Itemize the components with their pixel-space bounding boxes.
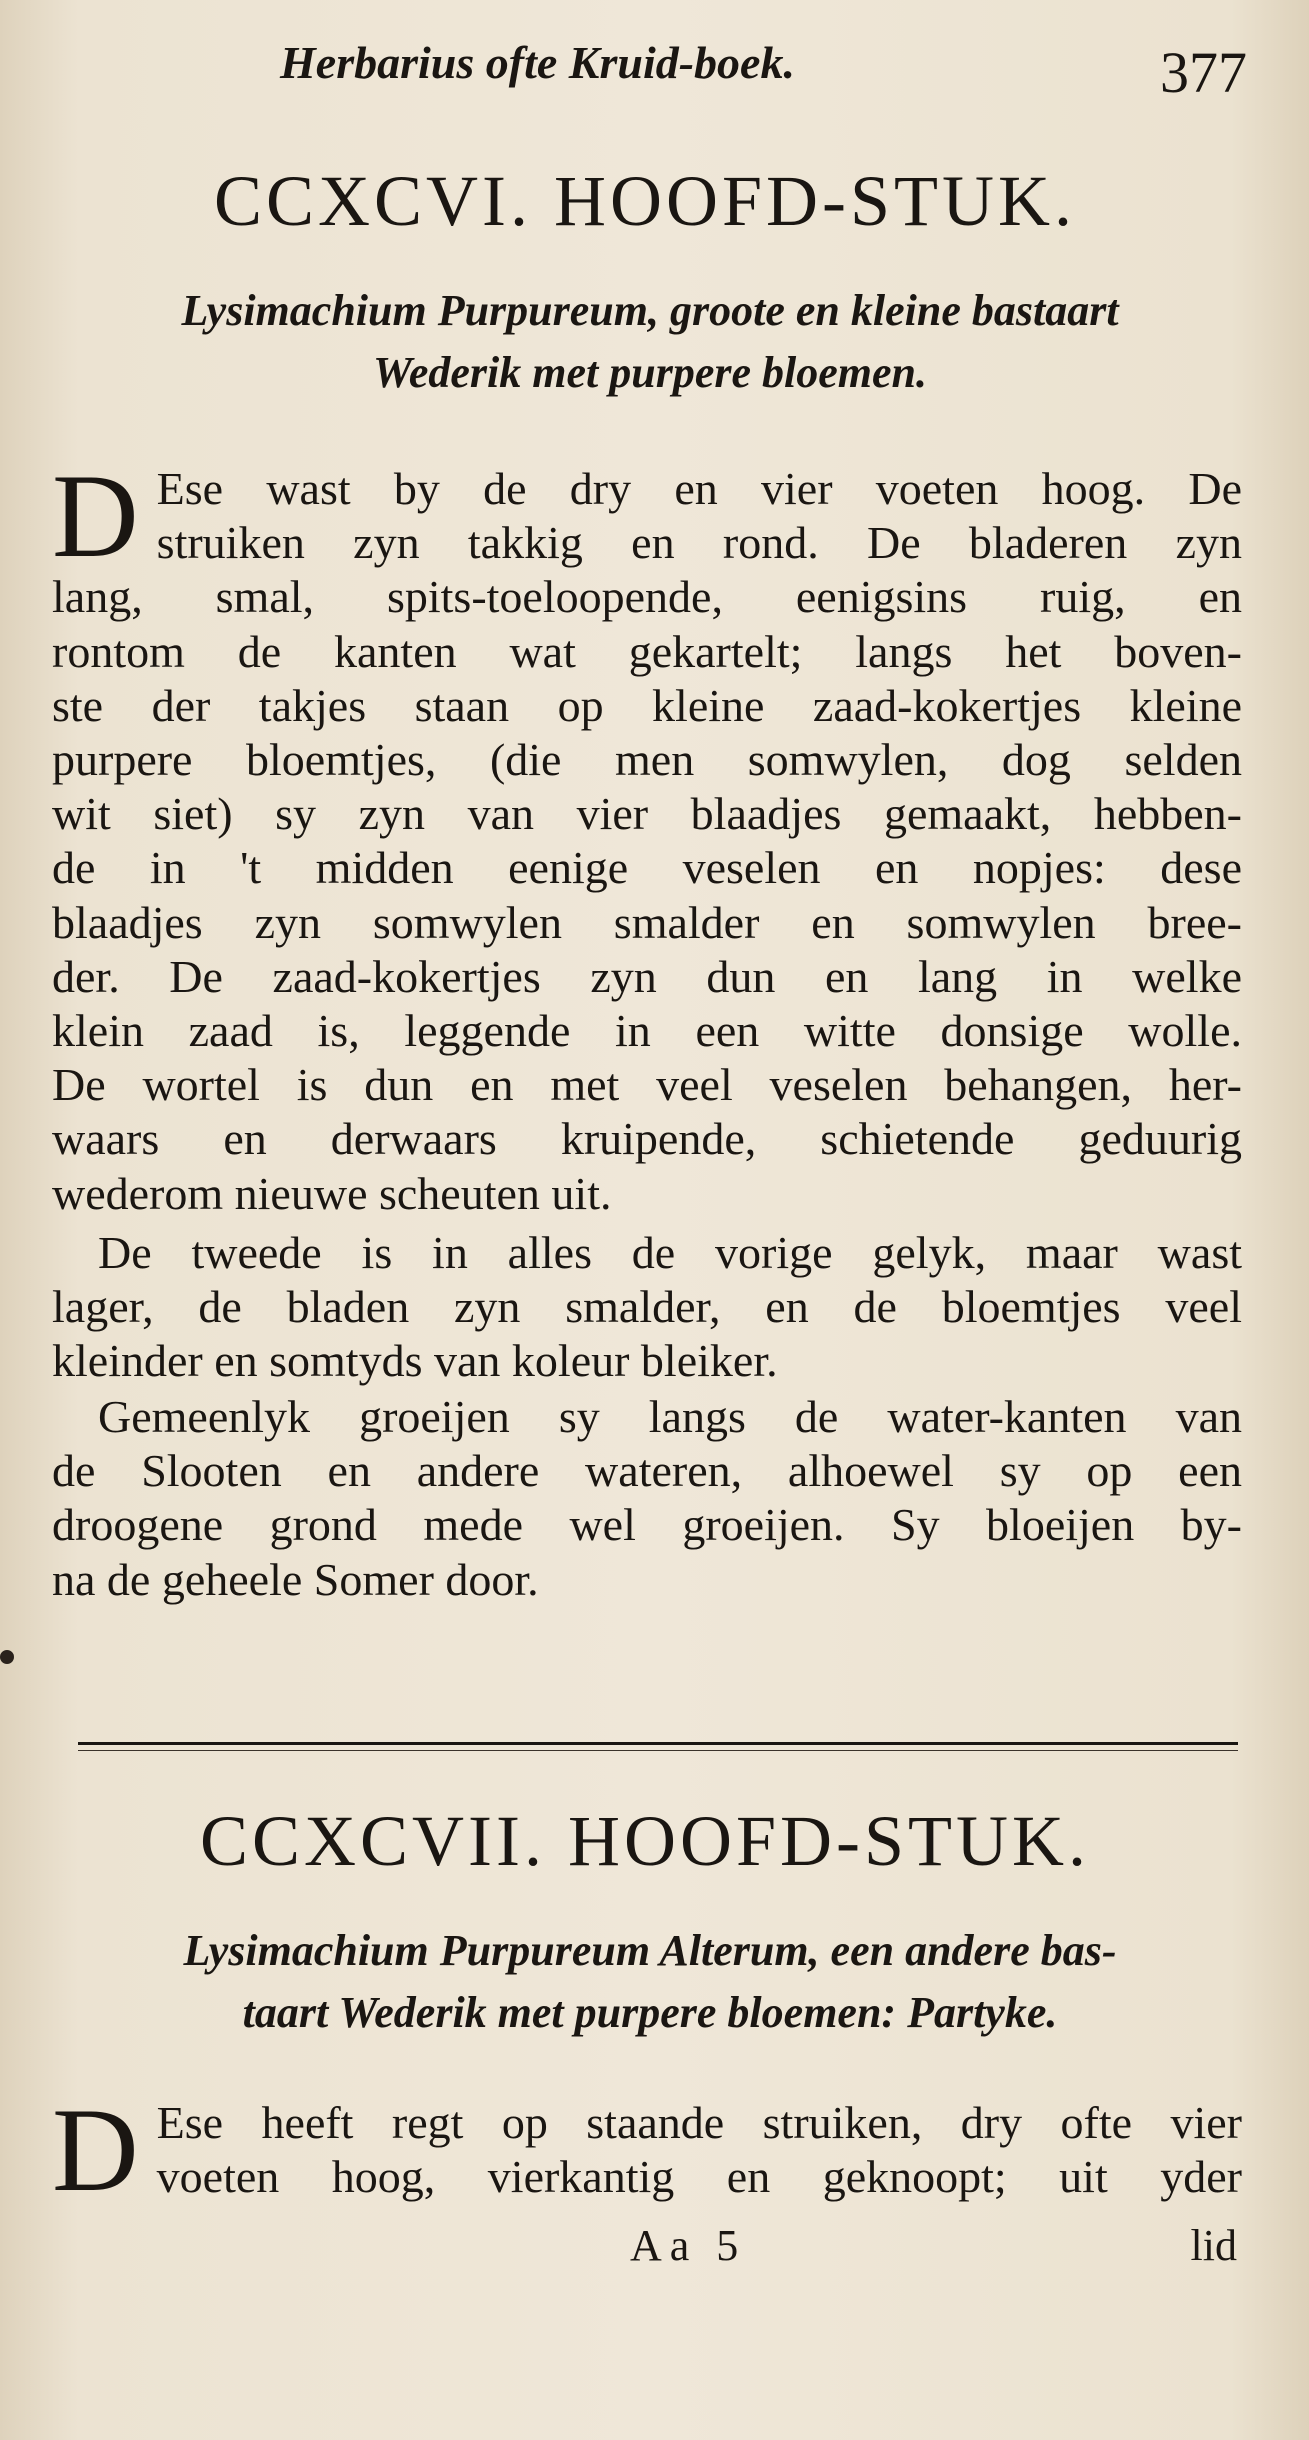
subtitle-line: Lysimachium Purpureum Alterum, een andere bas- xyxy=(183,1926,1117,1975)
text-line: blaadjes zyn somwylen smalder en somwylen bree- xyxy=(52,896,1242,948)
text-line: De tweede is in alles de vorige gelyk, maar wast xyxy=(98,1227,1242,1278)
text-line: kleinder en somtyds van koleur bleiker. xyxy=(52,1335,778,1387)
drop-cap: D xyxy=(52,449,139,582)
text-line: klein zaad is, leggende in een witte donsige wolle. xyxy=(52,1005,1242,1057)
drop-cap: D xyxy=(52,2083,139,2216)
chapter-heading: CCXCVI. HOOFD-STUK. xyxy=(213,161,1077,241)
text-line: purpere bloemtjes, (die men somwylen, dog selden xyxy=(52,734,1242,786)
text-line: de Slooten en andere wateren, alhoewel sy op een xyxy=(52,1445,1242,1497)
text-line: lang, smal, spits-toeloopende, eenigsins ruig, en xyxy=(52,571,1242,623)
subtitle-line: Wederik met purpere bloemen. xyxy=(373,348,927,397)
text-line: wit siet) sy zyn van vier blaadjes gemaakt, hebben- xyxy=(52,788,1242,840)
text-line: rontom de kanten wat gekartelt; langs het boven- xyxy=(52,625,1242,677)
paragraph-description xyxy=(52,2083,1242,2216)
catchword: lid xyxy=(1190,2221,1237,2270)
paragraph-second-kind xyxy=(52,1226,1242,1389)
section-divider xyxy=(78,1742,1238,1745)
text-line: de in 't midden eenige veselen en nopjes: dese xyxy=(52,842,1242,894)
text-line: Gemeenlyk groeijen sy langs de water-kanten van xyxy=(98,1391,1242,1442)
text-line: ste der takjes staan op kleine zaad-kokertjes kleine xyxy=(52,679,1242,731)
text-line: voeten hoog, vierkantig en geknoopt; uit yder xyxy=(156,2151,1242,2203)
text-line: Ese wast by de dry en vier voeten hoog. De xyxy=(156,463,1242,514)
subtitle-line: taart Wederik met purpere bloemen: Partyke. xyxy=(242,1988,1058,2037)
paragraph-description xyxy=(52,449,1242,1221)
text-line: waars en derwaars kruipende, schietende geduurig xyxy=(52,1113,1242,1165)
text-line: na de geheele Somer door. xyxy=(52,1553,539,1605)
text-line: droogene grond mede wel groeijen. Sy bloeijen by- xyxy=(52,1499,1242,1551)
chapter-subtitle xyxy=(60,280,1240,404)
chapter-subtitle xyxy=(60,1920,1240,2044)
page-number: 377 xyxy=(1160,40,1247,105)
text-line: Ese heeft regt op staande struiken, dry ofte vier xyxy=(156,2097,1242,2148)
text-line: lager, de bladen zyn smalder, en de bloemtjes veel xyxy=(52,1281,1242,1333)
text-line: De wortel is dun en met veel veselen behangen, her- xyxy=(52,1059,1242,1111)
ink-blot xyxy=(0,1650,14,1664)
running-title: Herbarius ofte Kruid-boek. xyxy=(280,37,795,88)
subtitle-line: Lysimachium Purpureum, groote en kleine bastaart xyxy=(181,286,1119,335)
text-line: wederom nieuwe scheuten uit. xyxy=(52,1167,612,1219)
paragraph-habitat xyxy=(52,1390,1242,1607)
chapter-heading: CCXCVII. HOOFD-STUK. xyxy=(199,1801,1091,1881)
signature-mark: Aa 5 xyxy=(630,2221,747,2270)
text-line: der. De zaad-kokertjes zyn dun en lang in welke xyxy=(52,950,1242,1002)
text-line: struiken zyn takkig en rond. De bladeren zyn xyxy=(156,517,1242,569)
